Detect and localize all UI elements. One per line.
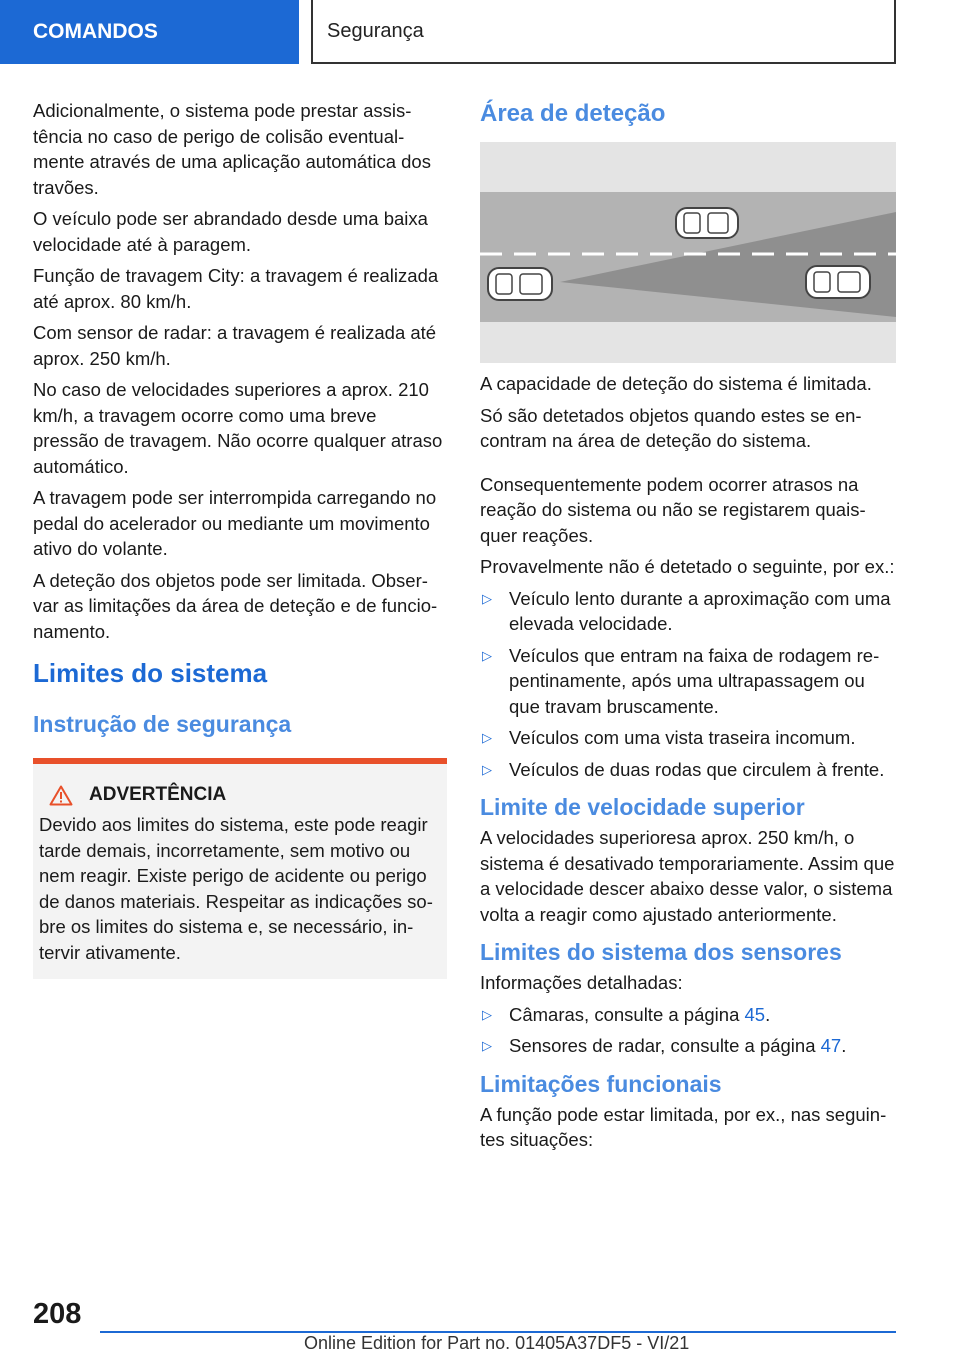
- triangle-bullet-icon: ▷: [482, 761, 492, 777]
- paragraph: Com sensor de radar: a travagem é realizada até aprox. 250 km/h.: [33, 322, 437, 369]
- paragraph: Provavelmente não é detetado o seguinte, por ex.:: [480, 556, 895, 577]
- list-item: [480, 586, 896, 637]
- list-item-text: Veículo lento durante a aproximação com uma elevada velocidade.: [509, 587, 891, 634]
- paragraph: Adicionalmente, o sistema pode prestar assistência no caso de perigo de colisão eventualmente através de uma aplicação automática dos travões.: [33, 100, 431, 198]
- heading-detection-area: Área de deteção: [480, 100, 666, 127]
- page-number: 208: [33, 1298, 82, 1330]
- list-item: [480, 1033, 896, 1059]
- chapter-header: [311, 0, 896, 64]
- footer-edition: Online Edition for Part no. 01405A37DF5 - VI/21: [304, 1333, 690, 1353]
- paragraph: O veículo pode ser abrandado desde uma baixa velocidade até à paragem.: [33, 208, 428, 255]
- page-link-radar[interactable]: 47: [820, 1035, 842, 1056]
- page-link-cameras[interactable]: 45: [744, 1003, 766, 1025]
- detection-area-diagram: [480, 142, 896, 363]
- list-item-end: .: [841, 1035, 847, 1056]
- heading-system-limits: Limites do sistema: [33, 658, 268, 688]
- warning-header: [39, 784, 439, 806]
- heading-safety-instruction: Instrução de segurança: [33, 711, 292, 737]
- sensor-list: [480, 1002, 896, 1059]
- triangle-bullet-icon: ▷: [482, 590, 492, 606]
- list-item: [480, 757, 896, 783]
- detection-list: [480, 586, 896, 783]
- triangle-bullet-icon: ▷: [482, 1038, 492, 1053]
- chapter-title: Segurança: [327, 19, 424, 42]
- car-own: [488, 268, 552, 300]
- section-title: COMANDOS: [33, 20, 158, 43]
- right-column: [480, 98, 896, 1159]
- heading-sensor-limits: Limites do sistema dos sensores: [480, 939, 842, 965]
- paragraph: A função pode estar limitada, por ex., nas seguintes situações:: [480, 1103, 887, 1150]
- car-ahead: [806, 266, 870, 298]
- triangle-bullet-icon: ▷: [482, 1006, 492, 1022]
- warning-box: [33, 758, 447, 979]
- paragraph: A travagem pode ser interrompida carregando no pedal do acelerador ou mediante um movimento ativo do volante.: [33, 487, 437, 559]
- section-tab: [0, 0, 299, 64]
- paragraph: Só são detetados objetos quando estes se encontram na área de deteção do sistema.: [480, 404, 862, 451]
- warning-text: Devido aos limites do sistema, este pode reagir tarde demais, incorretamente, sem motivo ou nem reagir. Existe perigo de acidente ou perigo de danos materiais. Respeitar as indicações sobre os limites do sistema e, se necessário, intervir ativamente.: [39, 814, 433, 963]
- list-item: [480, 1002, 896, 1028]
- list-item-text: Veículos que entram na faixa de rodagem repentinamente, após uma ultrapassagem ou que travam bruscamente.: [509, 644, 880, 717]
- triangle-bullet-icon: ▷: [482, 647, 492, 663]
- paragraph: A deteção dos objetos pode ser limitada. Observar as limitações da área de deteção e de funcionamento.: [33, 569, 438, 642]
- paragraph: Consequentemente podem ocorrer atrasos na reação do sistema ou não se registarem quaisquer reações.: [480, 473, 866, 546]
- warning-title: ADVERTÊNCIA: [89, 784, 227, 805]
- paragraph: No caso de velocidades superiores a aprox. 210 km/h, a travagem ocorre como uma breve pressão de travagem. Não ocorre qualquer atraso automático.: [33, 379, 443, 477]
- paragraph: Função de travagem City: a travagem é realizada até aprox. 80 km/h.: [33, 265, 439, 312]
- paragraph: A capacidade de deteção do sistema é limitada.: [480, 373, 872, 394]
- heading-speed-limit: Limite de velocidade superior: [480, 794, 805, 820]
- triangle-bullet-icon: ▷: [482, 730, 492, 745]
- left-column: [33, 98, 447, 979]
- car-front-left-lane: [676, 208, 738, 238]
- list-item-end: .: [765, 1003, 771, 1025]
- list-item: [480, 643, 896, 720]
- list-item: [480, 725, 896, 751]
- paragraph: A velocidades superioresa aprox. 250 km/h, o sistema é desativado temporariamente. Assim que a velocidade descer abaixo desse valor, o sistema volta a reagir como ajustado anteriormente.: [480, 827, 895, 925]
- list-item-text: Veículos com uma vista traseira incomum.: [509, 727, 856, 748]
- list-item-text: Sensores de radar, consulte a página: [509, 1035, 821, 1056]
- paragraph: Informações detalhadas:: [480, 972, 683, 993]
- warning-triangle-icon: [49, 785, 73, 806]
- list-item-text: Câmaras, consulte a página: [509, 1003, 745, 1025]
- list-item-text: Veículos de duas rodas que circulem à frente.: [509, 758, 885, 780]
- heading-functional-limits: Limitações funcionais: [480, 1070, 722, 1097]
